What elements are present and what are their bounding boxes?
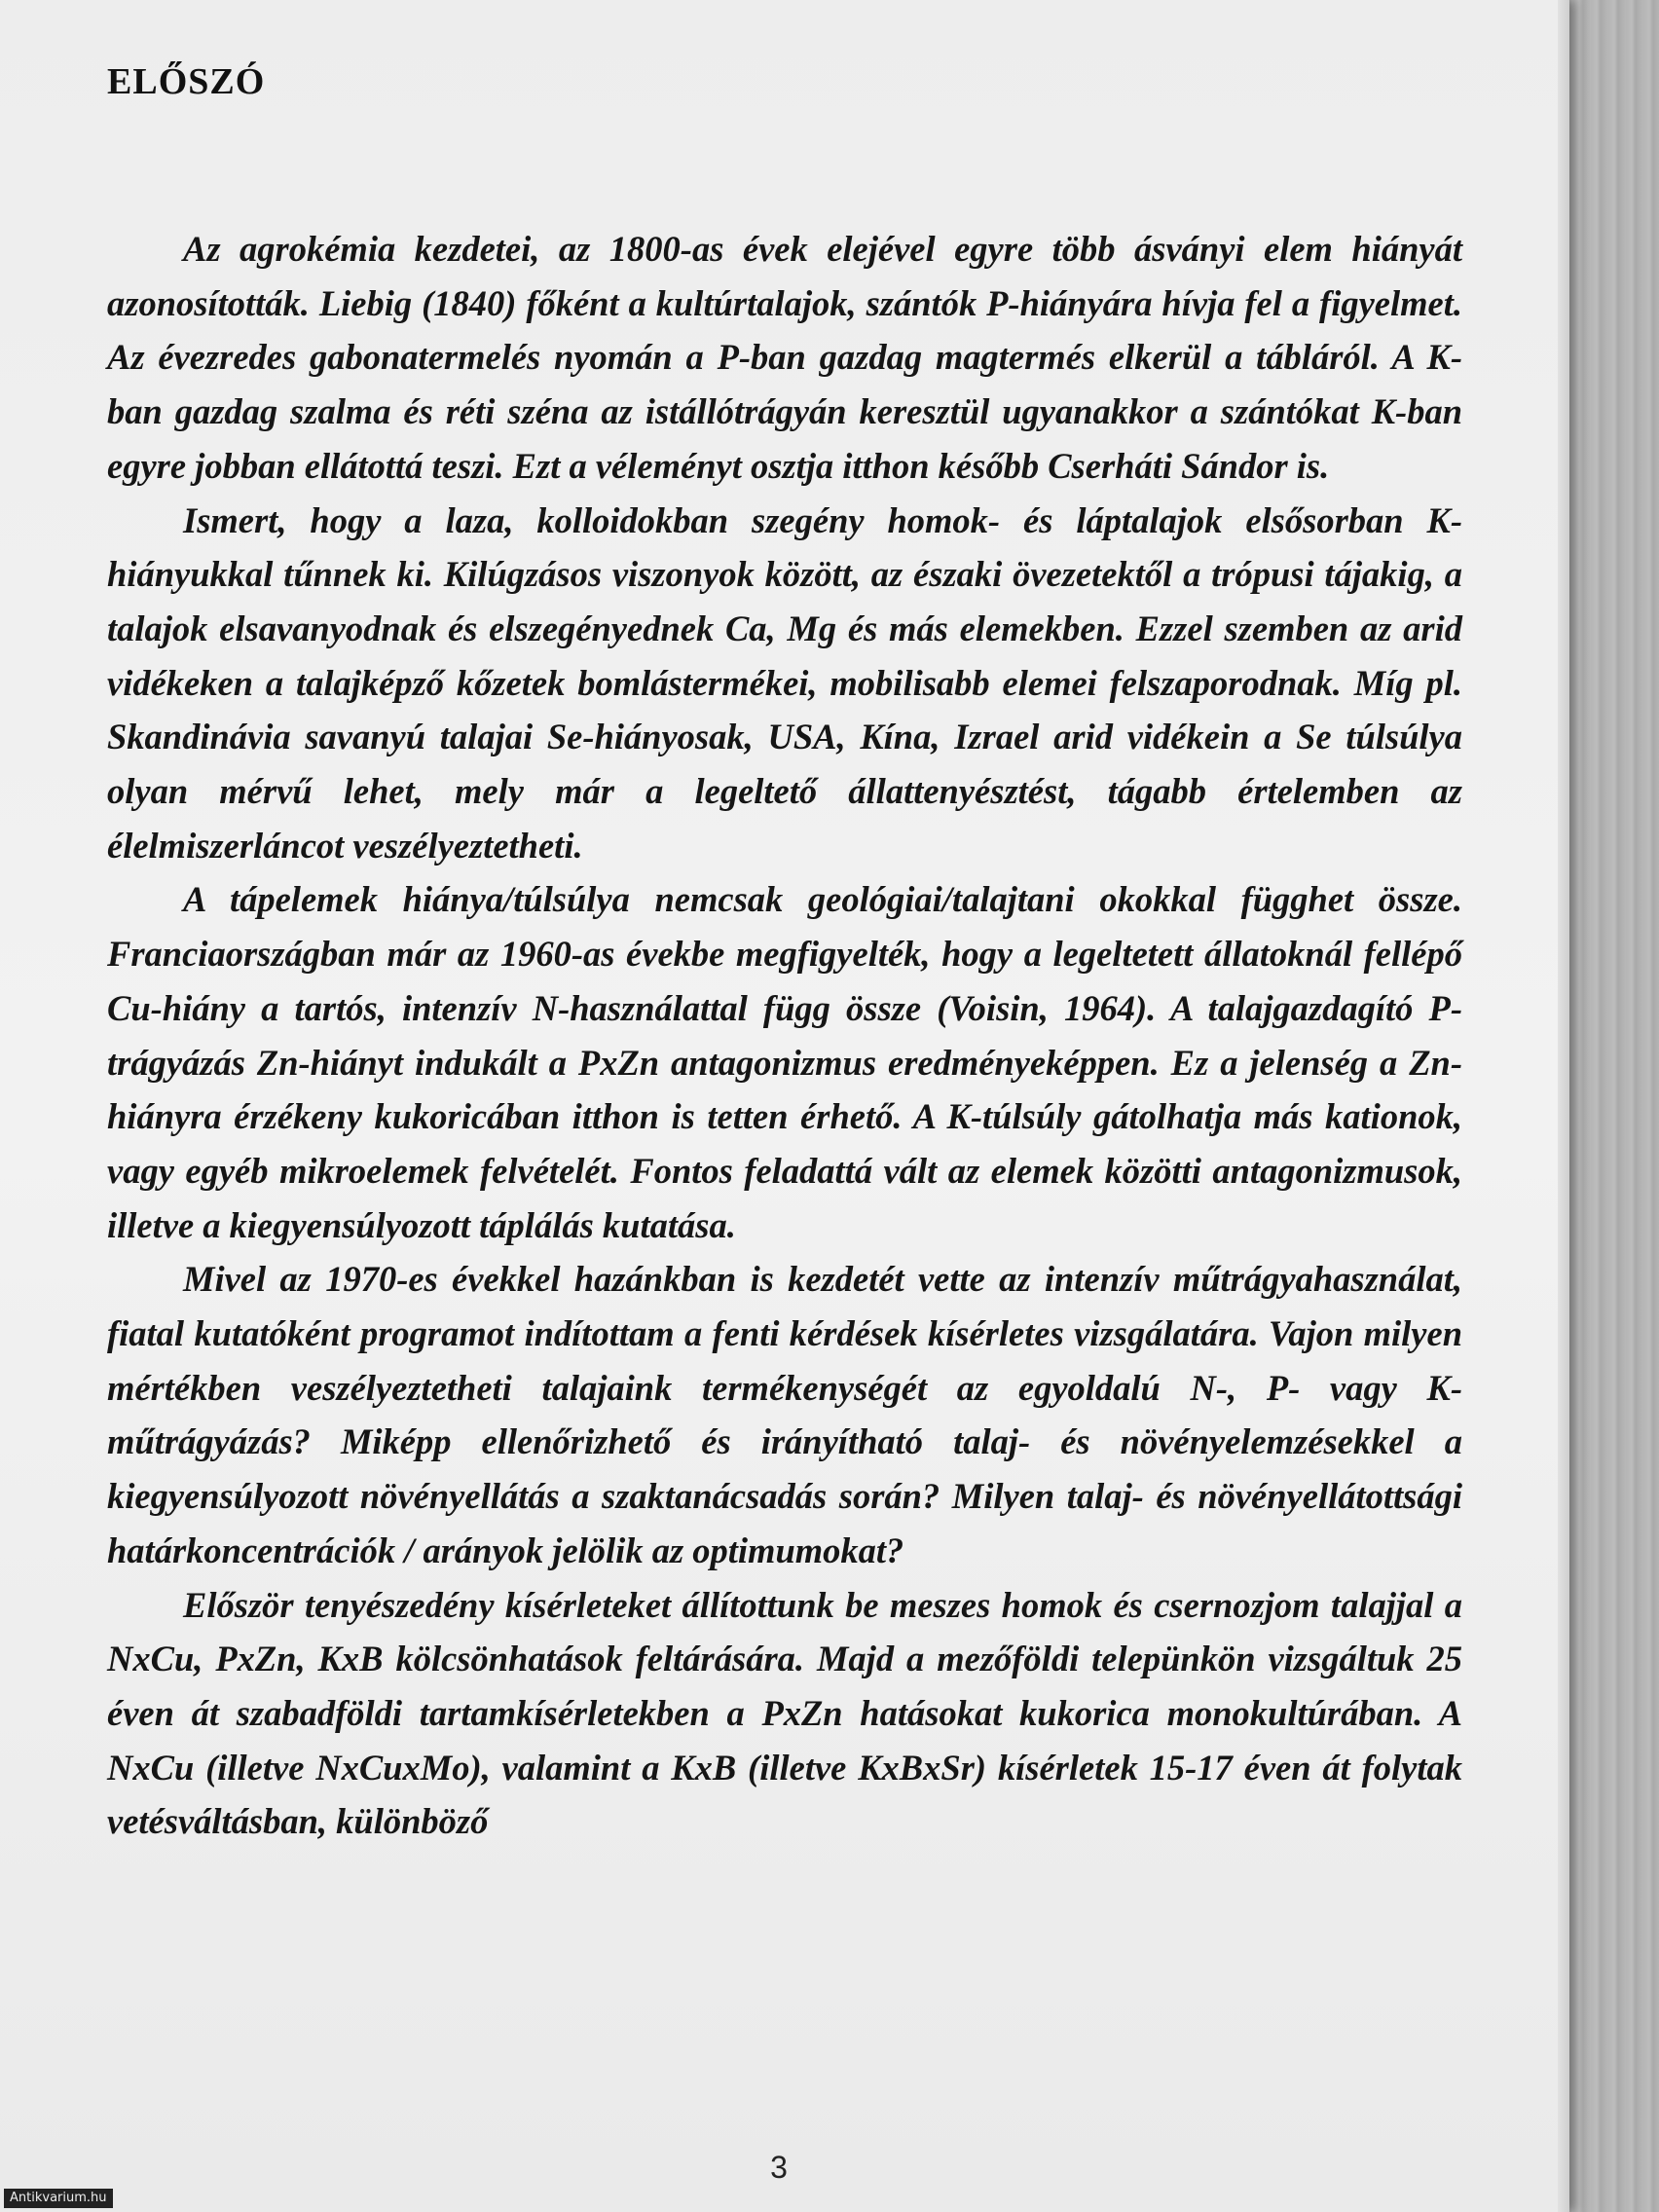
page-edge [1558, 0, 1569, 2212]
page-title: ELŐSZÓ [107, 61, 266, 102]
body-text [107, 222, 1462, 1849]
watermark-label: Antikvarium.hu [4, 2189, 113, 2208]
paragraph-2: Ismert, hogy a laza, kolloidokban szegény homok- és láptalajok elsősorban K-hiányukkal tűnnek ki. Kilúgzásos viszonyok között, az északi övezetektől a trópusi tájakig, a talajok elsavanyodnak és elszegényednek Ca, Mg és más elemekben. Ezzel szemben az arid vidékeken a talajképző kőzetek bomlástermékei, mobilisabb elemei felszaporodnak. Míg pl. Skandinávia savanyú talajai Se-hiányosak, USA, Kína, Izrael arid vidékein a Se túlsúlya olyan mérvű lehet, mely már a legeltető állattenyésztést, tágabb értelemben az élelmiszerláncot veszélyeztetheti. [107, 499, 1462, 866]
paragraph-4: Mivel az 1970-es évekkel hazánkban is kezdetét vette az intenzív műtrágyahasználat, fiatal kutatóként programot indítottam a fenti kérdések kísérletes vizsgálatára. Vajon milyen mértékben veszélyeztetheti talajaink termékenységét az egyoldalú N-, P- vagy K-műtrágyázás? Miképp ellenőrizhető és irányítható talaj- és növényelemzésekkel a kiegyensúlyozott növényellátás a szaktanácsadás során? Milyen talaj- és növényellátottsági határkoncentrációk / arányok jelölik az optimumokat? [107, 1259, 1462, 1570]
paragraph-3: A tápelemek hiánya/túlsúlya nemcsak geológiai/talajtani okokkal függhet össze. Franciaországban már az 1960-as évekbe megfigyelték, hogy a legeltetett állatoknál fellépő Cu-hiány a tartós, intenzív N-használattal függ össze (Voisin, 1964). A talajgazdagító P-trágyázás Zn-hiányt indukált a PxZn antagonizmus eredményeképpen. Ez a jelenség a Zn-hiányra érzékeny kukoricában itthon is tetten érhető. A K-túlsúly gátolhatja más kationok, vagy egyéb mikroelemek felvételét. Fontos feladattá vált az elemek közötti antagonizmusok, illetve a kiegyensúlyozott táplálás kutatása. [107, 879, 1462, 1245]
page-number: 3 [770, 2150, 788, 2185]
paragraph-1: Az agrokémia kezdetei, az 1800-as évek elejével egyre több ásványi elem hiányát azonosították. Liebig (1840) főként a kultúrtalajok, szántók P-hiányára hívja fel a figyelmet. Az évezredes gabonatermelés nyomán a P-ban gazdag magtermés elkerül a tábláról. A K-ban gazdag szalma és réti széna az istállótrágyán keresztül ugyanakkor a szántókat K-ban egyre jobban ellátottá teszi. Ezt a véleményt osztja itthon később Cserháti Sándor is. [107, 229, 1462, 486]
paragraph-5: Először tenyészedény kísérleteket állítottunk be meszes homok és csernozjom talajjal a NxCu, PxZn, KxB kölcsönhatások feltárására. Majd a mezőföldi telepünkön vizsgáltuk 25 éven át szabadföldi tartamkísérletekben a PxZn hatásokat kukorica monokultúrában. A NxCu (illetve NxCuxMo), valamint a KxB (illetve KxBxSr) kísérletek 15-17 éven át folytak vetésváltásban, különböző [107, 1584, 1462, 1842]
